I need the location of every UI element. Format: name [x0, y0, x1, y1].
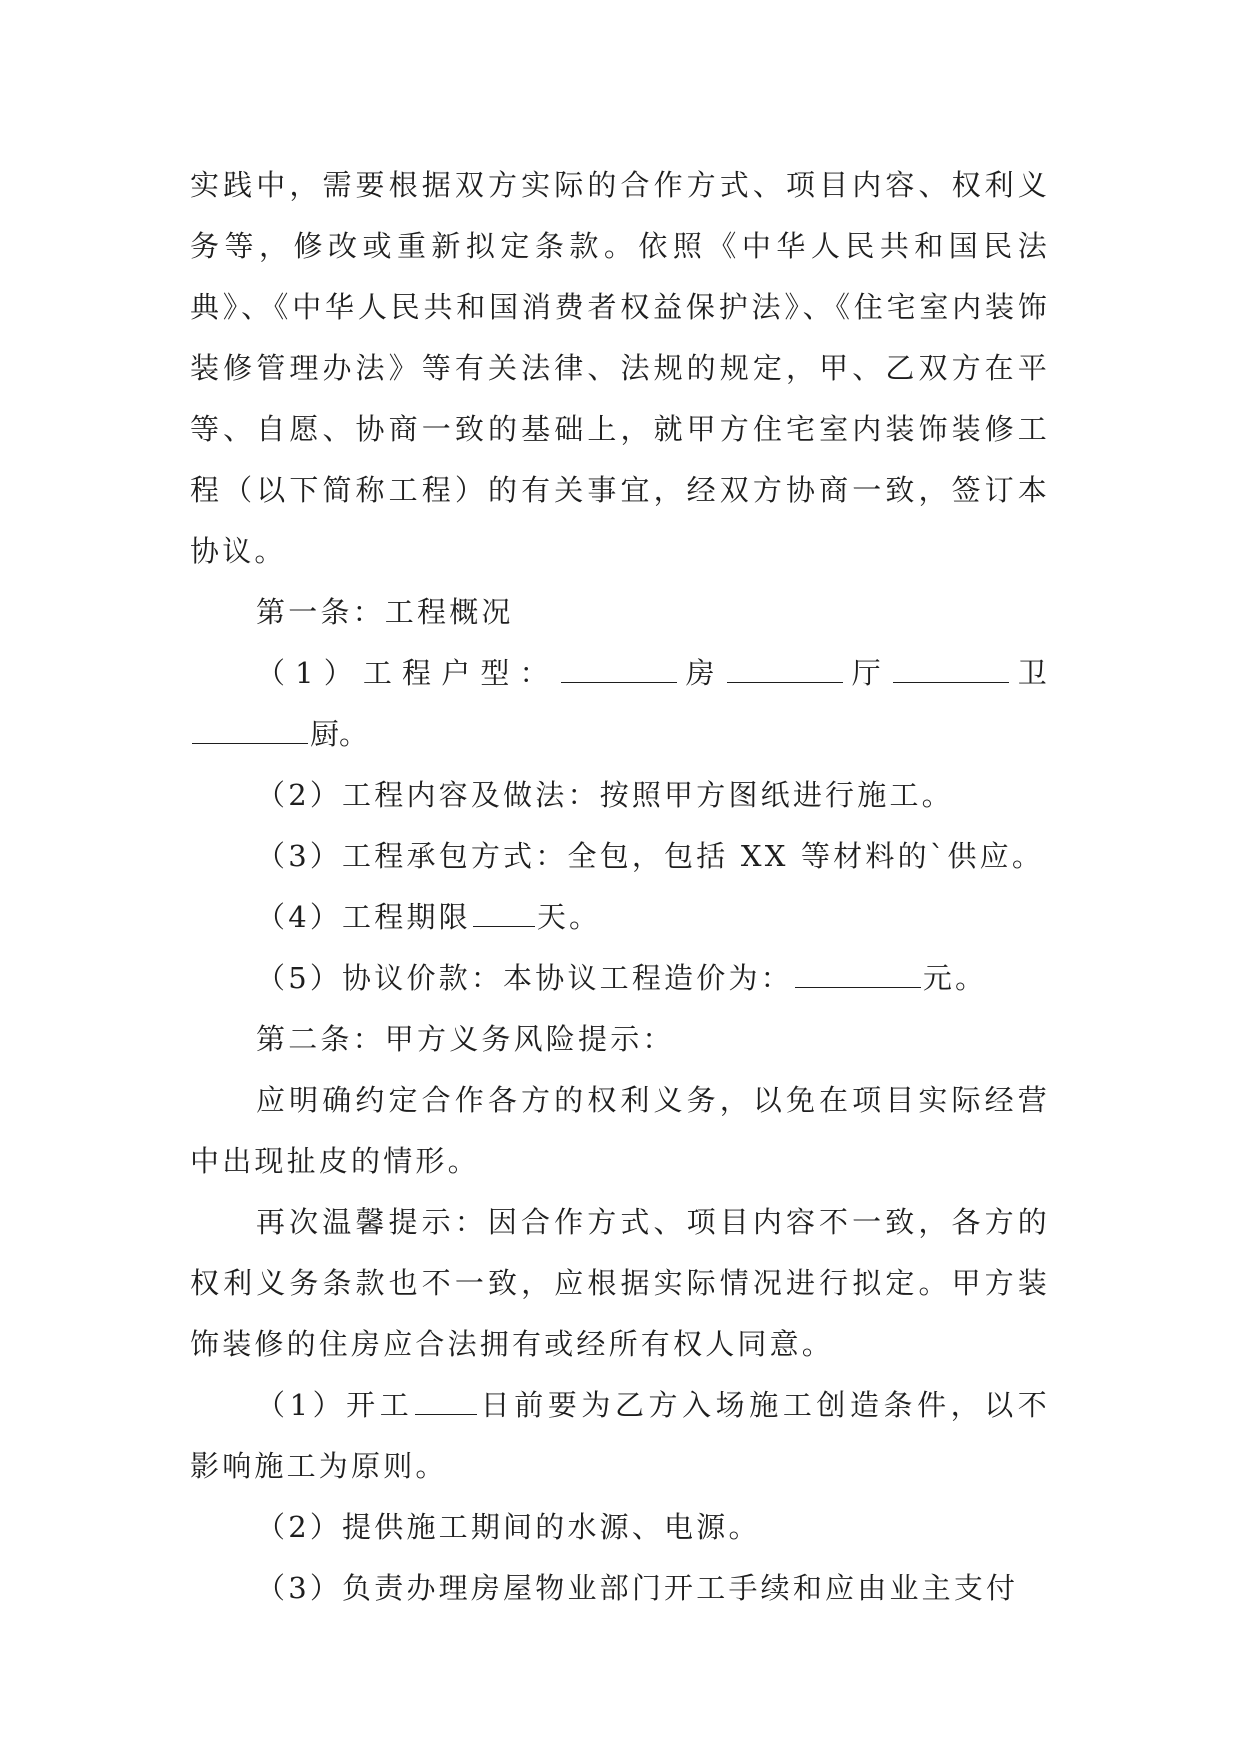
item5-prefix: （5）协议价款：本协议工程造价为：: [256, 961, 793, 995]
item5-suffix: 元。: [922, 961, 988, 995]
hall-count-blank: [727, 648, 843, 683]
article1-heading: 第一条：工程概况: [256, 595, 514, 629]
room-label: 房: [678, 656, 725, 690]
start-days-blank: [415, 1380, 477, 1415]
hall-label: 厅: [844, 656, 891, 690]
article2-item3: （3）负责办理房屋物业部门开工手续和应由业主支付: [256, 1571, 1019, 1605]
kitchen-label: 厨。: [310, 717, 369, 751]
item4-prefix: （4）工程期限: [256, 900, 471, 934]
article2-item1-prefix: （1）开工: [256, 1388, 414, 1422]
item4-suffix: 天。: [536, 900, 602, 934]
intro-paragraph: 实践中，需要根据双方实际的合作方式、项目内容、权利义务等，修改或重新拟定条款。依照《中华人民共和国民法典》、《中华人民共和国消费者权益保护法》、《住宅室内装饰装修管理办法》等有关法律、法规的规定，甲、乙双方在平等、自愿、协商一致的基础上，就甲方住宅室内装饰装修工程（以下简称工程）的有关事宜，经双方协商一致，签订本协议。: [190, 168, 1050, 568]
duration-days-blank: [473, 892, 535, 927]
room-count-blank: [561, 648, 677, 683]
article1-item4: [190, 887, 1050, 948]
document-page: [190, 155, 1050, 1619]
article2-item2: （2）提供施工期间的水源、电源。: [256, 1510, 761, 1544]
bath-label: 卫: [1010, 656, 1051, 690]
article2-item1: [190, 1375, 1050, 1497]
article2-item1-suffix: 日前要为乙方入场施工创造条件，以不影响施工为原则。: [190, 1388, 1051, 1483]
article2-note1: 应明确约定合作各方的权利义务，以免在项目实际经营中出现扯皮的情形。: [190, 1083, 1050, 1178]
price-amount-blank: [795, 953, 921, 988]
bath-count-blank: [893, 648, 1009, 683]
article1-item1: [190, 643, 1050, 765]
article1-item2: （2）工程内容及做法：按照甲方图纸进行施工。: [256, 778, 954, 812]
kitchen-count-blank: [192, 709, 308, 744]
article2-heading: 第二条：甲方义务风险提示：: [256, 1022, 675, 1056]
article1-item5: [190, 948, 1050, 1009]
article2-note2: 再次温馨提示：因合作方式、项目内容不一致，各方的权利义务条款也不一致，应根据实际情况进行拟定。甲方装饰装修的住房应合法拥有或经所有权人同意。: [190, 1205, 1050, 1361]
item1-prefix: （1）工程户型：: [256, 656, 559, 690]
article1-item3: （3）工程承包方式：全包，包括 XX 等材料的`供应。: [256, 839, 1045, 873]
